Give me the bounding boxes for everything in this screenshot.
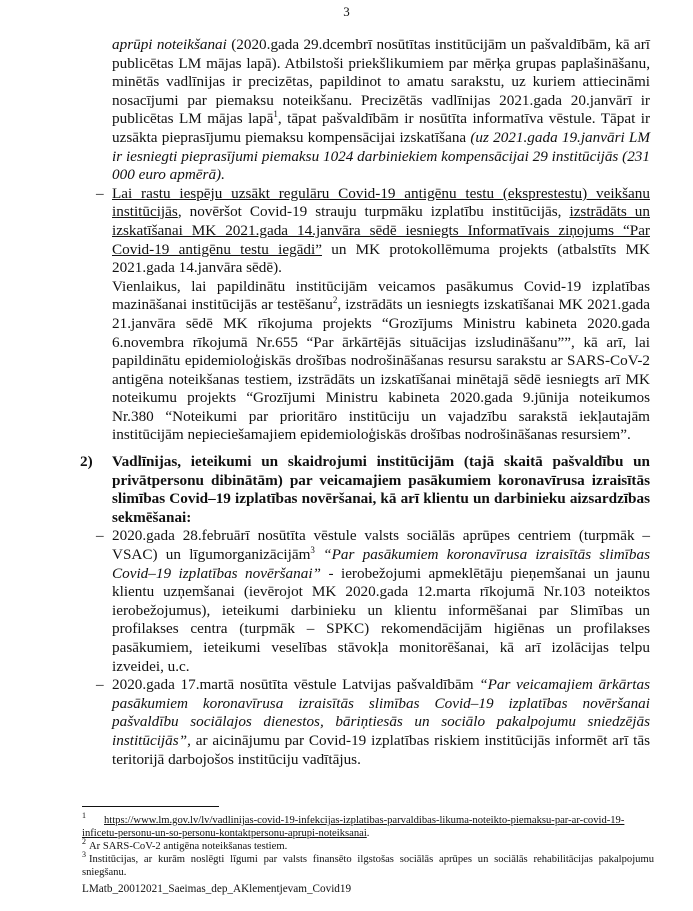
text: 2020.gada 17.martā nosūtīta vēstule Latvijas pašvaldībām [112, 676, 480, 694]
footnote-1 [82, 811, 654, 840]
dash-bullet: – [96, 676, 104, 694]
footnote-number: 3 [82, 850, 86, 860]
section-heading-text: Vadlīnijas, ieteikumi un skaidrojumi institūcijām (tajā skaitā pašvaldību un privātpersonu dibinātām) par veicamajiem pasākumiem koronavīrusa izraisītās slimības Covid–19 izplatības novēršanai, kā arī klientu un darbinieku aizsardzības sekmēšanai: [112, 453, 650, 526]
list-item-vsac-letter [96, 527, 650, 676]
text: - ierobežojumi apmeklētāju pieņemšanai un jaunu klientu uzņemšanai (ievērojot MK 2020.gada 12.marta rīkojumā Nr.103 noteiktos ierobežojumus), ieteikumi darbinieku un klientu informēšanai par Slimības un profilakses centra (turpmāk – SPKC) rekomendācijām higiēnas un profilakses pasākumiem, ieteikumi veselības stāvokļa monitorēšanai, kā arī izolācijas telpu izveidei, u.c. [112, 564, 650, 675]
footnotes [82, 811, 654, 879]
footnote-number: 1 [82, 811, 86, 821]
italic-text: “Par pasākumiem koronavīrusa izraisītās slimības Covid–19 izplatības novēršanai” [112, 546, 650, 582]
footnote-separator [82, 806, 219, 807]
text: 2020.gada 28.februārī nosūtīta vēstule valsts sociālās aprūpes centriem (turpmāk – VSAC) un līgumorganizācijām [112, 527, 650, 564]
document-body [80, 36, 650, 769]
file-name-footer: LMatb_20012021_Saeimas_dep_AKlementjevam_Covid19 [82, 883, 352, 895]
footnote-3 [82, 850, 654, 879]
text: (2020.gada 29.dcembrī nosūtītas institūcijām un pašvaldībām, kā arī publicētas LM mājas lapā). Atbilstoši priekšlikumiem par mērķa grupas paplašināšanu, minētās vadlīnijas ir precizētas, papildinot to amatu sarakstu, uz kuriem attiecināmi nosacījumi par piemaksu noteikšanu. Precizētās vadlīnijas 2021.gada 20.janvārī ir publicētas LM mājas lapā [112, 36, 651, 128]
text: un MK protokollēmuma projekts (atbalstīts MK 2021.gada 14.janvāra sēdē). [112, 240, 650, 277]
dash-bullet: – [96, 184, 104, 202]
text: , ar aicinājumu par Covid-19 izplatības riskiem institūcijās informēt arī tās teritorijā darbojošos institūciju vadītājus. [112, 731, 650, 768]
italic-text: “Par veicamajiem ārkārtas pasākumiem koronavīrusa izraisītās slimības Covid–19 izplatības novēršanai pašvaldību sociālajos dienestos, bāriņtiesās un sociālo pakalpojumu sniedzējās institūcijās” [112, 676, 650, 749]
text: , tāpat pašvaldībām ir nosūtīta informatīva vēstule. Tāpat ir uzsākta pieprasījumu piemaksu kompensācijai izskatīšana [112, 110, 650, 146]
paragraph-testing [112, 278, 650, 445]
footnote-number: 2 [82, 837, 86, 847]
underlined-text: izstrādāts un izskatīšanai MK 2021.gada 14.janvāra sēdē iesniegts Informatīvais ziņojums “Par Covid-19 antigēnu testu iegādi” [112, 203, 650, 258]
paragraph-guidelines-continued [112, 36, 650, 185]
footnote-ref-3[interactable]: 3 [310, 544, 315, 555]
text: , novēršot Covid-19 strauju turpmāku izplatību institūcijās, [177, 203, 570, 221]
footnote-2 [82, 837, 654, 853]
footnote-text: Institūcijas, ar kurām noslēgti līgumi par valsts finansēto ilgstošas sociālās aprūpes un sociālās rehabilitācijas pakalpojumu sniegšanu. [82, 854, 654, 878]
footnote-text: Ar SARS-CoV-2 antigēna noteikšanas testiem. [89, 841, 288, 852]
page-number: 3 [343, 4, 350, 19]
text: Vienlaikus, lai papildinātu institūcijām veicamos pasākumus Covid-19 izplatības mazināšanai institūcijās ar testēšanu [112, 277, 650, 314]
text: . [366, 828, 370, 839]
underlined-text: Lai rastu iespēju uzsākt regulāru Covid-19 antigēnu testu (eksprestestu) veikšanu institūcijās [112, 184, 650, 221]
section-number: 2) [80, 453, 93, 471]
italic-text: aprūpi noteikšanai [112, 36, 227, 53]
italic-text: (uz 2021.gada 19.janvāri LM ir iesniegti pieprasījumi piemaksu 1024 darbiniekiem kompensācijai 29 institūcijās (231 000 euro apmērā). [112, 128, 650, 184]
footnote-ref-2[interactable]: 2 [332, 295, 338, 306]
list-item-antigen-tests [96, 184, 650, 278]
footnote-ref-1[interactable]: 1 [273, 109, 278, 120]
footnote-link[interactable]: https://www.lm.gov.lv/lv/vadlinijas-covid-19-infekcijas-izplatibas-parvaldibas-likuma-noteikto-piemaksu-par-ar-covid-19-inficetu-personu-un-so-personu-kontaktpersonu-aprupi-noteiksanai [82, 815, 625, 839]
section-2-heading [80, 453, 650, 527]
dash-bullet: – [96, 527, 104, 545]
text: , izstrādāts un iesniegts izskatīšanai MK 2021.gada 21.janvāra sēdē MK rīkojuma projekts “Grozījums Ministru kabineta 2020.gada 6.novembra rīkojumā Nr.655 “Par ārkārtējās situācijas izsludināšanu””, kā arī, lai papildinātu epidemioloģiskās drošības nodrošināšanas resursu sarakstu ar SARS-CoV-2 antigēna noteikšanas testiem, izstrādāts un izskatīšanai minētajā sēdē iesniegts arī MK noteikumu projekts “Grozījumi Ministru kabineta 2020.gada 9.jūnija noteikumos Nr.380 “Noteikumi par prioritāro institūciju un vajadzību sarakstā iekļautajām institūcijām nepieciešamajiem epidemioloģiskās drošības nodrošināšanas resursiem”. [112, 296, 650, 444]
list-item-municipalities-letter [96, 676, 650, 769]
